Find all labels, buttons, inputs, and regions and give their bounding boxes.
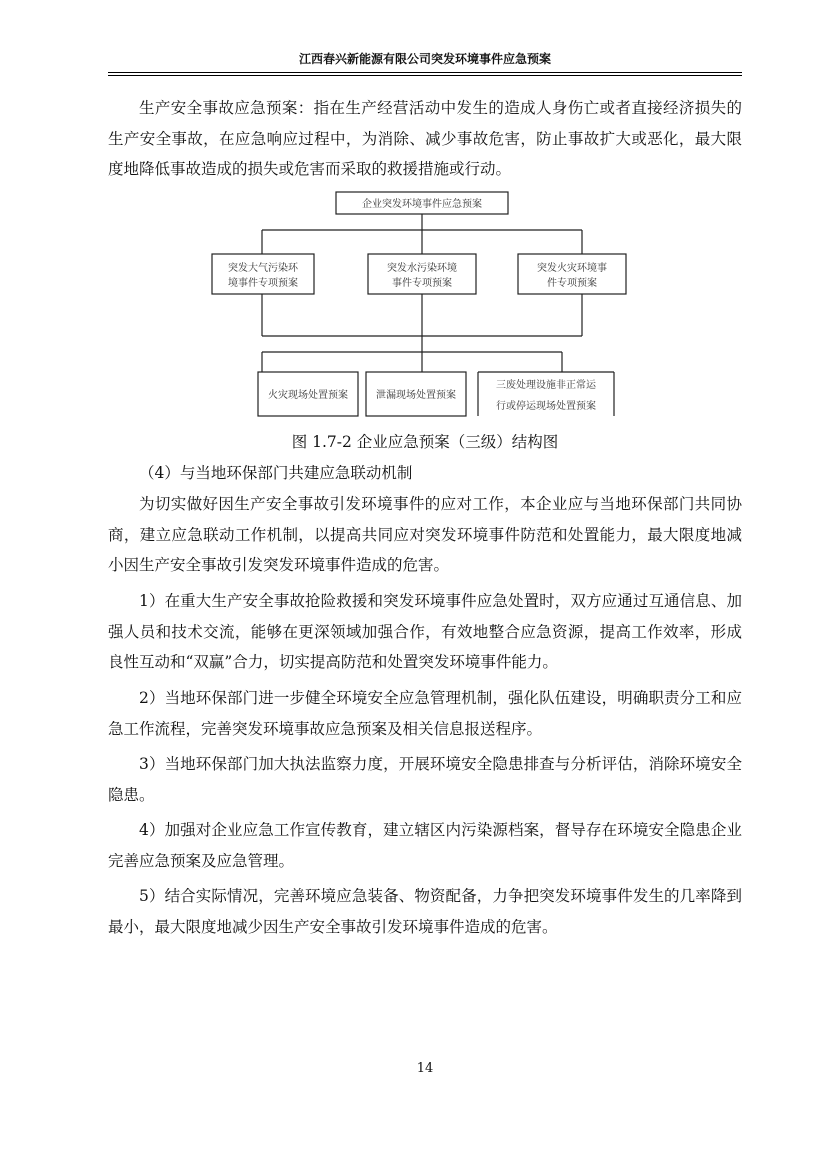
level3-node-label: 泄漏现场处置预案 — [376, 390, 456, 401]
body-paragraph: 5）结合实际情况，完善环境应急装备、物资配备，力争把突发环境事件发生的几率降到最小，最大限度地减少因生产安全事故引发环境事件造成的危害。 — [108, 887, 742, 936]
intro-paragraph: 生产安全事故应急预案：指在生产经营活动中发生的造成人身伤亡或者直接经济损失的生产安全事故，在应急响应过程中，为消除、减少事故危害，防止事故扩大或恶化，最大限度地降低事故造成的损失或危害而采取的救援措施或行动。 — [108, 99, 742, 178]
level3-node-label: 三废处理设施非正常运 — [496, 380, 596, 391]
body-paragraph: 4）加强对企业应急工作宣传教育，建立辖区内污染源档案，督导存在环境安全隐患企业完善应急预案及应急管理。 — [108, 821, 742, 870]
level3-node-label: 行或停运现场处置预案 — [496, 401, 596, 412]
body-paragraph: 3）当地环保部门加大执法监察力度，开展环境安全隐患排查与分析评估，消除环境安全隐患。 — [108, 755, 742, 804]
header-rule-thick — [108, 72, 742, 73]
org-structure-chart — [190, 188, 650, 420]
level3-node-label: 火灾现场处置预案 — [268, 390, 348, 401]
level2-node-label: 件专项预案 — [547, 278, 597, 289]
body-paragraph: 1）在重大生产安全事故抢险救援和突发环境事件应急处置时，双方应通过互通信息、加强人员和技术交流，能够在更深领域加强合作，有效地整合应急资源，提高工作效率，形成良性互动和“双赢”合力，切实提高防范和处置突发环境事件能力。 — [108, 592, 742, 671]
page-number: 14 — [416, 1061, 434, 1076]
running-header: 江西春兴新能源有限公司突发环境事件应急预案 — [298, 52, 551, 66]
body-paragraph: 为切实做好因生产安全事故引发环境事件的应对工作，本企业应与当地环保部门共同协商，建立应急联动工作机制，以提高共同应对突发环境事件防范和处置能力，最大限度地减小因生产安全事故引发突发环境事件造成的危害。 — [108, 495, 742, 574]
level2-node-label: 事件专项预案 — [392, 278, 452, 289]
level2-node-label: 突发大气污染环 — [228, 263, 298, 274]
level2-node-label: 突发火灾环境事 — [537, 263, 607, 274]
level2-node-label: 境事件专项预案 — [228, 278, 298, 289]
root-node-label: 企业突发环境事件应急预案 — [362, 199, 482, 210]
body-paragraph: 2）当地环保部门进一步健全环境安全应急管理机制，强化队伍建设，明确职责分工和应急工作流程，完善突发环境事故应急预案及相关信息报送程序。 — [108, 689, 742, 738]
section-heading: （4）与当地环保部门共建应急联动机制 — [139, 464, 413, 482]
org-chart-svg — [190, 188, 650, 420]
level2-node-label: 突发水污染环境 — [387, 263, 457, 274]
figure-caption: 图 1.7-2 企业应急预案（三级）结构图 — [291, 433, 559, 451]
header-rule-thin — [108, 75, 742, 76]
